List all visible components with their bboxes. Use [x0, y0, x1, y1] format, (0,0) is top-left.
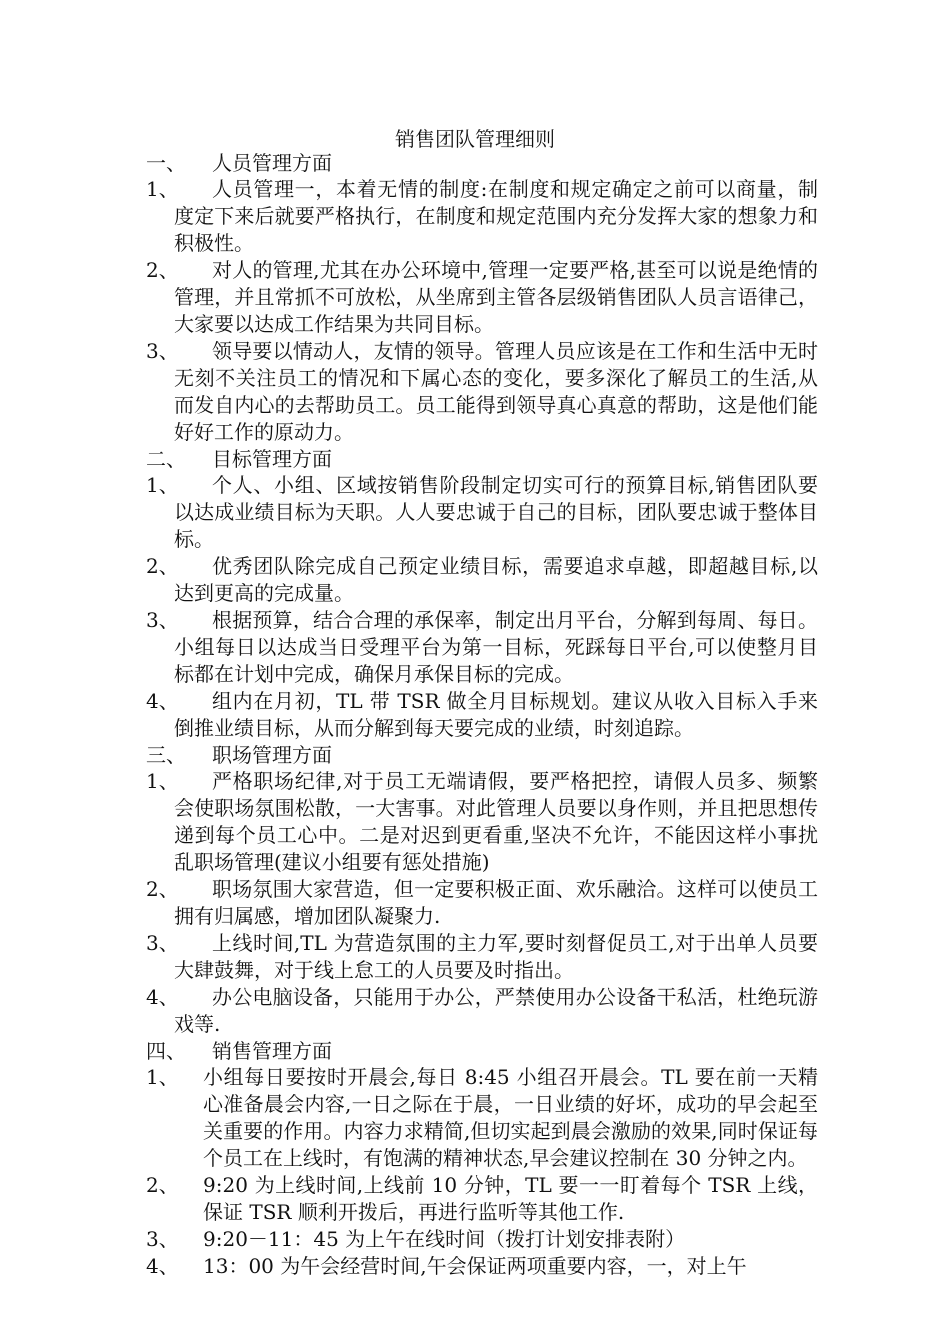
list-item: [146, 338, 818, 446]
item-text: 个人、小组、区域按销售阶段制定切实可行的预算目标,销售团队要以达成业绩目标为天职。人人要忠诚于自己的目标，团队要忠诚于整体目标。: [174, 473, 818, 551]
document-title: 销售团队管理细则: [395, 127, 555, 151]
item-number: 2、: [146, 877, 179, 901]
section-heading: [146, 150, 818, 176]
section-heading: [146, 742, 818, 768]
section-number: 四、: [146, 1039, 186, 1063]
item-number: 4、: [146, 1254, 179, 1278]
item-text: 对人的管理,尤其在办公环境中,管理一定要严格,甚至可以说是绝情的管理，并且常抓不可放松，从坐席到主管各层级销售团队人员言语律己，大家要以达成工作结果为共同目标。: [174, 258, 818, 336]
item-text: 职场氛围大家营造，但一定要积极正面、欢乐融洽。这样可以使员工拥有归属感，增加团队凝聚力.: [174, 877, 818, 928]
item-text: 领导要以情动人，友情的领导。管理人员应该是在工作和生活中无时无刻不关注员工的情况和下属心态的变化，要多深化了解员工的生活,从而发自内心的去帮助员工。员工能得到领导真心真意的帮助，这是他们能好好工作的原动力。: [174, 339, 818, 444]
list-item: [146, 1253, 818, 1280]
item-text: 组内在月初，TL 带 TSR 做全月目标规划。建议从收入目标入手来倒推业绩目标，从而分解到每天要完成的业绩，时刻追踪。: [174, 689, 818, 740]
item-number: 1、: [146, 1065, 179, 1089]
item-number: 2、: [146, 1173, 179, 1197]
item-number: 3、: [146, 339, 179, 363]
section-number: 二、: [146, 447, 186, 471]
list-item: [146, 930, 818, 984]
list-item: [146, 876, 818, 930]
item-number: 2、: [146, 258, 179, 282]
item-text: 根据预算，结合合理的承保率，制定出月平台，分解到每周、每日。小组每日以达成当日受理平台为第一目标，死踩每日平台,可以使整月目标都在计划中完成，确保月承保目标的完成。: [174, 608, 818, 686]
section-title: 职场管理方面: [212, 743, 332, 767]
item-text: 小组每日要按时开晨会,每日 8:45 小组召开晨会。TL 要在前一天精心准备晨会内容,一日之际在于晨，一日业绩的好坏，成功的早会起至关重要的作用。内容力求精简,但切实起到晨会激励的效果,同时保证每个员工在上线时，有饱满的精神状态,早会建议控制在 30 分钟之内。: [203, 1065, 818, 1170]
item-number: 3、: [146, 1227, 179, 1251]
item-text: 13：00 为午会经营时间,午会保证两项重要内容，一，对上午: [203, 1254, 747, 1278]
list-item: [146, 607, 818, 688]
item-number: 1、: [146, 769, 179, 793]
item-number: 1、: [146, 473, 179, 497]
section-title: 销售管理方面: [212, 1039, 332, 1063]
list-item: [146, 1064, 818, 1172]
list-item: [146, 984, 818, 1038]
list-item: [146, 553, 818, 607]
section-title: 人员管理方面: [212, 151, 332, 175]
item-number: 4、: [146, 985, 179, 1009]
section-heading: [146, 1038, 818, 1064]
document-body: [146, 150, 818, 1280]
section-number: 三、: [146, 743, 186, 767]
item-number: 3、: [146, 608, 179, 632]
section-heading: [146, 446, 818, 472]
list-item: [146, 472, 818, 553]
item-text: 严格职场纪律,对于员工无端请假，要严格把控，请假人员多、频繁会使职场氛围松散，一大害事。对此管理人员要以身作则，并且把思想传递到每个员工心中。二是对迟到更看重,坚决不允许，不能因这样小事扰乱职场管理(建议小组要有惩处措施): [174, 769, 818, 874]
list-item: [146, 768, 818, 876]
item-text: 优秀团队除完成自己预定业绩目标，需要追求卓越，即超越目标,以达到更高的完成量。: [174, 554, 818, 605]
list-item: [146, 1172, 818, 1226]
item-number: 2、: [146, 554, 179, 578]
list-item: [146, 688, 818, 742]
item-number: 1、: [146, 177, 179, 201]
item-text: 9:20 为上线时间,上线前 10 分钟，TL 要一一盯着每个 TSR 上线，保证 TSR 顺利开拨后，再进行监听等其他工作.: [203, 1173, 818, 1224]
item-text: 9:20－11：45 为上午在线时间（拨打计划安排表附）: [203, 1227, 686, 1251]
item-number: 4、: [146, 689, 179, 713]
section-title: 目标管理方面: [212, 447, 332, 471]
item-text: 上线时间,TL 为营造氛围的主力军,要时刻督促员工,对于出单人员要大肆鼓舞，对于线上怠工的人员要及时指出。: [174, 931, 818, 982]
list-item: [146, 176, 818, 257]
list-item: [146, 1226, 818, 1253]
list-item: [146, 257, 818, 338]
section-number: 一、: [146, 151, 186, 175]
item-number: 3、: [146, 931, 179, 955]
item-text: 人员管理一，本着无情的制度:在制度和规定确定之前可以商量，制度定下来后就要严格执行，在制度和规定范围内充分发挥大家的想象力和积极性。: [174, 177, 818, 255]
item-text: 办公电脑设备，只能用于办公，严禁使用办公设备干私活，杜绝玩游戏等.: [174, 985, 818, 1036]
